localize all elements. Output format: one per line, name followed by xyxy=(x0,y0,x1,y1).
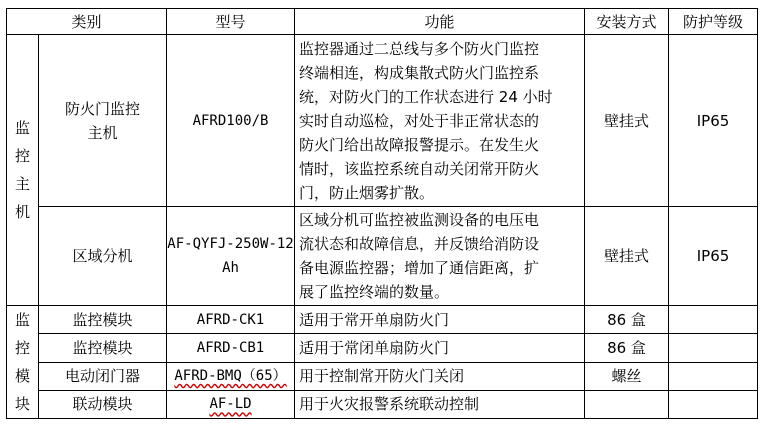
install-method: 螺丝 xyxy=(585,362,669,390)
protection-rating xyxy=(669,334,758,362)
install-method: 壁挂式 xyxy=(585,207,669,306)
function-description: 监控器通过二总线与多个防火门监控 终端相连，构成集散式防火门监控系 统，对防火门的工作状态进行 24 小时 实时自动巡检，对处于非正常状态的 防火门给出故障报警提示。在发生火 情时，该监控系统自动关闭常开防火 门，防止烟雾扩散。 xyxy=(295,35,585,207)
model-number: AF-QYFJ-250W-12 Ah xyxy=(167,207,295,306)
header-model: 型号 xyxy=(167,9,295,35)
model-number: AFRD-CB1 xyxy=(167,334,295,362)
group-label-module: 监 控 模 块 xyxy=(7,306,39,419)
table-row xyxy=(7,35,758,207)
device-name: 监控模块 xyxy=(39,306,167,334)
install-method: 壁挂式 xyxy=(585,35,669,207)
function-description: 适用于常闭单扇防火门 xyxy=(295,334,585,362)
table-row xyxy=(7,207,758,306)
protection-rating: IP65 xyxy=(669,207,758,306)
product-spec-table xyxy=(6,8,758,419)
table-row xyxy=(7,306,758,334)
device-name: 联动模块 xyxy=(39,390,167,418)
device-name: 区域分机 xyxy=(39,207,167,306)
group-label-host: 监 控 主 机 xyxy=(7,35,39,306)
header-row xyxy=(7,9,758,35)
function-description: 区域分机可监控被监测设备的电压电 流状态和故障信息，并反馈给消防设 备电源监控器；增加了通信距离，扩 展了监控终端的数量。 xyxy=(295,207,585,306)
device-name: 监控模块 xyxy=(39,334,167,362)
table-row xyxy=(7,362,758,390)
device-name: 防火门监控 主机 xyxy=(39,35,167,207)
table-row xyxy=(7,390,758,418)
table-row xyxy=(7,334,758,362)
function-description: 用于火灾报警系统联动控制 xyxy=(295,390,585,418)
model-number: AFRD-CK1 xyxy=(167,306,295,334)
install-method xyxy=(585,390,669,418)
function-description: 适用于常开单扇防火门 xyxy=(295,306,585,334)
header-protection: 防护等级 xyxy=(669,9,758,35)
device-name: 电动闭门器 xyxy=(39,362,167,390)
header-install: 安装方式 xyxy=(585,9,669,35)
model-number: AFRD100/B xyxy=(167,35,295,207)
protection-rating xyxy=(669,362,758,390)
protection-rating xyxy=(669,306,758,334)
protection-rating: IP65 xyxy=(669,35,758,207)
install-method: 86 盒 xyxy=(585,306,669,334)
function-description: 用于控制常开防火门关闭 xyxy=(295,362,585,390)
model-number: AF-LD xyxy=(167,390,295,418)
header-function: 功能 xyxy=(295,9,585,35)
protection-rating xyxy=(669,390,758,418)
header-category: 类别 xyxy=(7,9,167,35)
model-number: AFRD-BMQ（65） xyxy=(167,362,295,390)
install-method: 86 盒 xyxy=(585,334,669,362)
